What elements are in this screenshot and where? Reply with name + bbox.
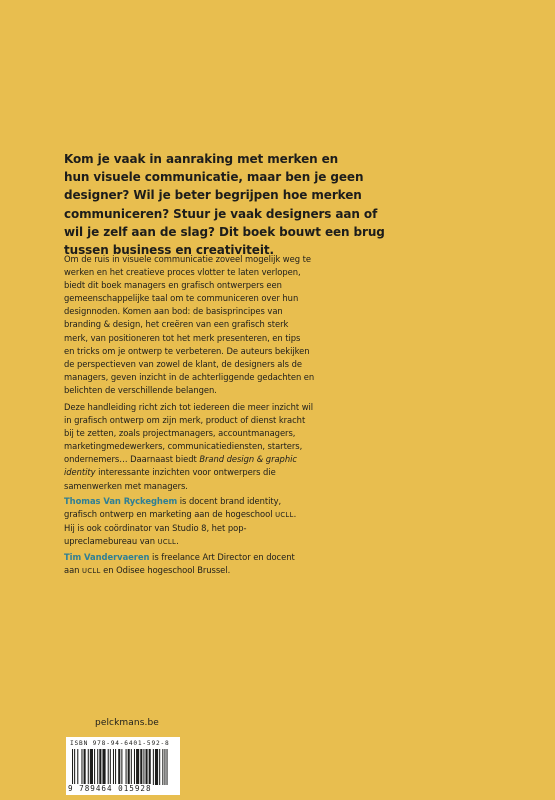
text-line [64, 466, 394, 479]
text-line: de perspectieven van zowel de klant, de designers als de [64, 358, 302, 369]
barcode-bar [143, 749, 144, 785]
text-line [64, 535, 394, 549]
text-line: marketingmedewerkers, communicatiediensten, starters, [64, 441, 303, 452]
barcode-bar [72, 749, 73, 785]
barcode-bar [128, 749, 130, 785]
barcode-bar [164, 749, 165, 785]
publisher-website: pelckmans.be [95, 718, 159, 728]
barcode-bar [110, 749, 111, 785]
text-line: managers, geven inzicht in de achterliggende gedachten en [64, 371, 315, 382]
barcode-bar [140, 749, 142, 785]
author-bio-2 [64, 551, 394, 578]
book-title-italic: Brand design & graphic [199, 454, 297, 465]
barcode-bar [84, 749, 86, 785]
barcode-bar [149, 749, 151, 785]
text-segment: is docent brand identity, [177, 496, 282, 506]
text-line: samenwerken met managers. [64, 480, 188, 491]
audience-paragraph [64, 401, 394, 493]
intro-line: wil je zelf aan de slag? Dit boek bouwt een brug [64, 224, 385, 239]
barcode-bar [155, 749, 158, 785]
text-line: Deze handleiding richt zich tot iedereen die meer inzicht wil [64, 402, 314, 412]
barcode-bar [136, 749, 139, 785]
barcode-bar [126, 749, 127, 785]
text-line: designnoden. Komen aan bod: de basisprincipes van [64, 306, 283, 317]
isbn-label: ISBN 978-94-6401-592-8 [70, 740, 170, 747]
text-segment: . [176, 536, 179, 547]
barcode-bar [115, 749, 116, 785]
barcode-bar [90, 749, 93, 785]
text-line [64, 551, 394, 564]
intro-line: communiceren? Stuur je vaak designers aan of [64, 206, 378, 221]
text-line: branding & design, het creëren van een grafisch sterk [64, 319, 289, 330]
barcode-bar [88, 749, 89, 785]
book-title-italic: identity [64, 467, 96, 478]
text-segment: is freelance Art Director en docent [149, 552, 295, 562]
text-line: bij te zetten, zoals projectmanagers, accountmanagers, [64, 428, 296, 439]
intro-line: tussen business en creativiteit. [64, 243, 274, 258]
org-name: UCLL [275, 511, 294, 520]
barcode-bar [131, 749, 132, 785]
text-line: gemeenschappelijke taal om te communiceren over hun [64, 293, 299, 304]
org-name: UCLL [157, 538, 177, 547]
barcode-bar [118, 749, 120, 785]
text-segment: ondernemers… Daarnaast biedt [64, 454, 200, 465]
text-line [64, 453, 394, 466]
text-line: Hij is ook coördinator van Studio 8, het pop- [64, 523, 247, 534]
text-segment: aan [64, 565, 83, 576]
intro-blurb [64, 150, 385, 259]
text-segment: . [293, 509, 297, 520]
text-segment: en Odisee hogeschool Brussel. [100, 565, 231, 576]
barcode-bar [162, 749, 163, 785]
barcode-bar [81, 749, 82, 785]
text-line: werken en het creatieve proces vlotter te laten verlopen, [64, 267, 301, 278]
intro-line: designer? Wil je beter begrijpen hoe merken [64, 188, 362, 203]
barcode-bar [167, 749, 168, 785]
isbn-barcode [66, 737, 180, 795]
barcode-bar [113, 749, 114, 785]
text-line [64, 564, 394, 578]
text-line [64, 508, 394, 522]
text-line: biedt dit boek managers en grafisch ontwerpers een [64, 280, 282, 291]
text-line: Om de ruis in visuele communicatie zoveel mogelijk weg te [64, 254, 311, 264]
barcode-bar [121, 749, 122, 785]
barcode-bar [153, 749, 154, 785]
barcode-bar [94, 749, 95, 785]
barcode-bar [74, 749, 75, 785]
text-line: en tricks om je ontwerp te verbeteren. De auteurs bekijken [64, 345, 310, 356]
barcode-bar [159, 749, 160, 785]
text-segment: upreclamebureau van [64, 536, 158, 547]
intro-line: Kom je vaak in aanraking met merken en [64, 152, 339, 166]
text-segment: grafisch ontwerp en marketing aan de hogeschool [64, 509, 276, 520]
org-name: UCLL [82, 567, 101, 576]
author-name: Tim Vandervaeren [64, 552, 150, 562]
barcode-bar [97, 749, 98, 785]
barcode-bar [77, 749, 78, 785]
description-paragraph [64, 253, 394, 397]
barcode-bar [102, 749, 105, 785]
barcode-bar [134, 749, 135, 785]
barcode-bar [146, 749, 148, 785]
text-line: in grafisch ontwerp om zijn merk, product of dienst kracht [64, 415, 306, 426]
barcode-bar [108, 749, 109, 785]
barcode-digits: 9 789464 015928 [68, 784, 152, 793]
author-name: Thomas Van Ryckeghem [64, 496, 178, 506]
text-line: merk, van positioneren tot het merk presenteren, en tips [64, 332, 301, 343]
barcode-bars [70, 749, 176, 787]
text-segment: interessante inzichten voor ontwerpers die [95, 467, 276, 478]
text-line [64, 495, 394, 508]
barcode-bar [99, 749, 101, 785]
text-line: belichten de verschillende belangen. [64, 384, 217, 395]
author-bio-1 [64, 495, 394, 549]
intro-line: hun visuele communicatie, maar ben je geen [64, 170, 364, 185]
